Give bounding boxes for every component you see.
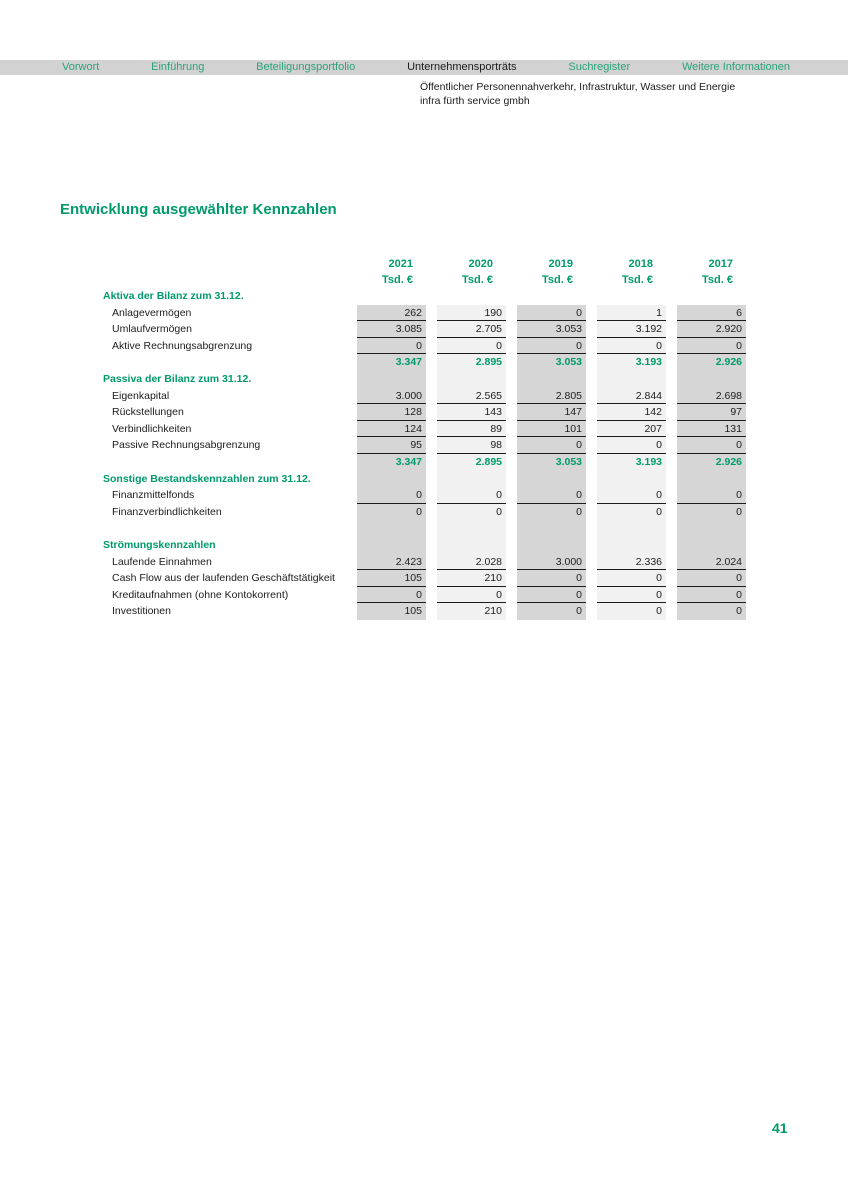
table-row — [103, 421, 757, 438]
total-cell: 2.926 — [715, 356, 742, 369]
value-cell: 190 — [437, 305, 506, 322]
value-cell: 0 — [576, 505, 582, 518]
value-cell: 0 — [597, 487, 666, 504]
value-cell: 0 — [437, 338, 506, 355]
value-cell: 0 — [677, 437, 746, 454]
section-label: Strömungskennzahlen — [103, 538, 216, 551]
value-cell: 6 — [677, 305, 746, 322]
value-cell: 95 — [357, 437, 426, 454]
nav-item-vorwort[interactable]: Vorwort — [62, 61, 100, 73]
value-cell: 2.024 — [677, 554, 746, 571]
value-cell: 3.192 — [597, 321, 666, 338]
section-label: Aktiva der Bilanz zum 31.12. — [103, 290, 244, 302]
value-cell: 0 — [677, 587, 746, 604]
row-label: Finanzmittelfonds — [112, 489, 195, 502]
row-label: Passive Rechnungsabgrenzung — [112, 439, 261, 452]
section-label: Sonstige Bestandskennzahlen zum 31.12. — [103, 472, 311, 485]
table-row — [103, 321, 757, 338]
value-cell: 0 — [677, 338, 746, 355]
total-cell: 3.193 — [635, 356, 662, 369]
value-cell: 0 — [416, 505, 422, 518]
table-row — [103, 487, 757, 504]
row-label — [103, 454, 346, 471]
page-number: 41 — [772, 1120, 788, 1136]
row-label: Aktive Rechnungsabgrenzung — [112, 339, 253, 352]
value-cell: 97 — [677, 404, 746, 421]
row-label: Verbindlichkeiten — [112, 422, 192, 435]
value-cell: 105 — [357, 570, 426, 587]
row-label: Kreditaufnahmen (ohne Kontokorrent) — [112, 588, 289, 601]
unit-header: Tsd. € — [462, 274, 493, 286]
table-row — [103, 603, 757, 620]
value-cell: 2.423 — [357, 554, 426, 571]
value-cell: 0 — [357, 338, 426, 355]
table-row — [103, 587, 757, 604]
table-row — [103, 570, 757, 587]
value-cell: 2.698 — [677, 388, 746, 405]
table-row — [103, 471, 757, 488]
total-cell: 3.347 — [395, 455, 422, 468]
row-label: Laufende Einnahmen — [112, 555, 212, 568]
value-cell: 2.565 — [437, 388, 506, 405]
table-row — [103, 388, 757, 405]
total-cell: 2.895 — [475, 356, 502, 369]
value-cell: 0 — [357, 587, 426, 604]
table-row — [103, 504, 757, 521]
row-label: Rückstellungen — [112, 406, 184, 419]
top-navigation-items — [62, 60, 790, 75]
top-navigation — [0, 60, 848, 75]
total-cell: 3.193 — [635, 455, 662, 468]
unit-header: Tsd. € — [382, 274, 413, 286]
row-label — [103, 354, 346, 371]
value-cell: 2.844 — [597, 388, 666, 405]
section-context — [420, 80, 735, 108]
table-row — [103, 371, 757, 388]
unit-header: Tsd. € — [702, 274, 733, 286]
value-cell: 207 — [597, 421, 666, 438]
value-cell: 0 — [597, 437, 666, 454]
nav-item-suchregister[interactable]: Suchregister — [568, 61, 631, 73]
spacer-row — [103, 520, 757, 537]
value-cell: 0 — [357, 487, 426, 504]
value-cell: 0 — [496, 505, 502, 518]
unit-header: Tsd. € — [542, 274, 573, 286]
nav-item-einf-hrung[interactable]: Einführung — [151, 61, 205, 73]
value-cell: 142 — [597, 404, 666, 421]
value-cell: 0 — [656, 605, 662, 618]
value-cell: 262 — [357, 305, 426, 322]
value-cell: 89 — [437, 421, 506, 438]
value-cell: 210 — [484, 605, 502, 618]
value-cell: 128 — [357, 404, 426, 421]
table-row — [103, 288, 757, 305]
table-row — [103, 537, 757, 554]
value-cell: 0 — [677, 487, 746, 504]
value-cell: 0 — [677, 570, 746, 587]
nav-item-weitere-informationen[interactable]: Weitere Informationen — [681, 61, 790, 73]
table-row — [103, 437, 757, 454]
unit-header: Tsd. € — [622, 274, 653, 286]
value-cell: 0 — [517, 487, 586, 504]
value-cell: 2.805 — [517, 388, 586, 405]
row-label: Anlagevermögen — [112, 306, 192, 319]
value-cell: 3.000 — [357, 388, 426, 405]
value-cell: 3.053 — [517, 321, 586, 338]
value-cell: 2.920 — [677, 321, 746, 338]
value-cell: 124 — [357, 421, 426, 438]
value-cell: 0 — [437, 487, 506, 504]
value-cell: 101 — [517, 421, 586, 438]
value-cell: 105 — [404, 605, 422, 618]
year-header: 2021 — [388, 258, 413, 270]
year-header: 2019 — [548, 258, 573, 270]
value-cell: 131 — [677, 421, 746, 438]
label-column-spacer — [103, 256, 346, 272]
kennzahlen-table — [103, 288, 757, 620]
value-cell: 3.085 — [357, 321, 426, 338]
value-cell: 1 — [597, 305, 666, 322]
unit-header-row — [103, 272, 757, 288]
year-header: 2018 — [628, 258, 653, 270]
value-cell: 0 — [517, 437, 586, 454]
year-header-row — [103, 256, 757, 272]
value-cell: 2.336 — [597, 554, 666, 571]
value-cell: 147 — [517, 404, 586, 421]
table-column-headers — [103, 256, 757, 288]
value-cell: 0 — [597, 338, 666, 355]
value-cell: 0 — [517, 305, 586, 322]
nav-item-unternehmensportr-ts[interactable]: Unternehmensporträts — [407, 61, 517, 73]
row-label: Eigenkapital — [112, 389, 170, 402]
value-cell: 0 — [517, 587, 586, 604]
value-cell: 0 — [517, 570, 586, 587]
nav-item-beteiligungsportfolio[interactable]: Beteiligungsportfolio — [256, 61, 356, 73]
value-cell: 0 — [576, 605, 582, 618]
value-cell: 0 — [597, 587, 666, 604]
table-row — [103, 554, 757, 571]
value-cell: 0 — [736, 505, 742, 518]
section-label: Passiva der Bilanz zum 31.12. — [103, 372, 252, 385]
page-title: Entwicklung ausgewählter Kennzahlen — [60, 201, 337, 218]
value-cell: 0 — [736, 605, 742, 618]
context-chapter: Öffentlicher Personennahverkehr, Infrastruktur, Wasser und Energie — [420, 81, 736, 93]
label-column-spacer — [103, 272, 346, 288]
value-cell: 2.705 — [437, 321, 506, 338]
value-cell: 210 — [437, 570, 506, 587]
row-label: Investitionen — [112, 605, 171, 618]
row-label: Finanzverbindlichkeiten — [112, 505, 222, 518]
total-cell: 2.926 — [715, 455, 742, 468]
table-row — [103, 305, 757, 322]
table-row — [103, 354, 757, 371]
table-row — [103, 454, 757, 471]
value-cell: 0 — [656, 505, 662, 518]
table-row — [103, 338, 757, 355]
value-cell: 98 — [437, 437, 506, 454]
table-row — [103, 404, 757, 421]
value-cell: 2.028 — [437, 554, 506, 571]
total-cell: 3.053 — [555, 455, 582, 468]
total-cell: 3.347 — [395, 356, 422, 369]
row-label: Cash Flow aus der laufenden Geschäftstätigkeit — [112, 572, 335, 585]
value-cell: 0 — [437, 587, 506, 604]
row-label: Umlaufvermögen — [112, 323, 192, 336]
year-header: 2017 — [708, 258, 733, 270]
value-cell: 143 — [437, 404, 506, 421]
year-header: 2020 — [468, 258, 493, 270]
total-cell: 2.895 — [475, 455, 502, 468]
context-company: infra fürth service gmbh — [420, 95, 530, 107]
total-cell: 3.053 — [555, 356, 582, 369]
value-cell: 0 — [597, 570, 666, 587]
value-cell: 0 — [517, 338, 586, 355]
value-cell: 3.000 — [517, 554, 586, 571]
